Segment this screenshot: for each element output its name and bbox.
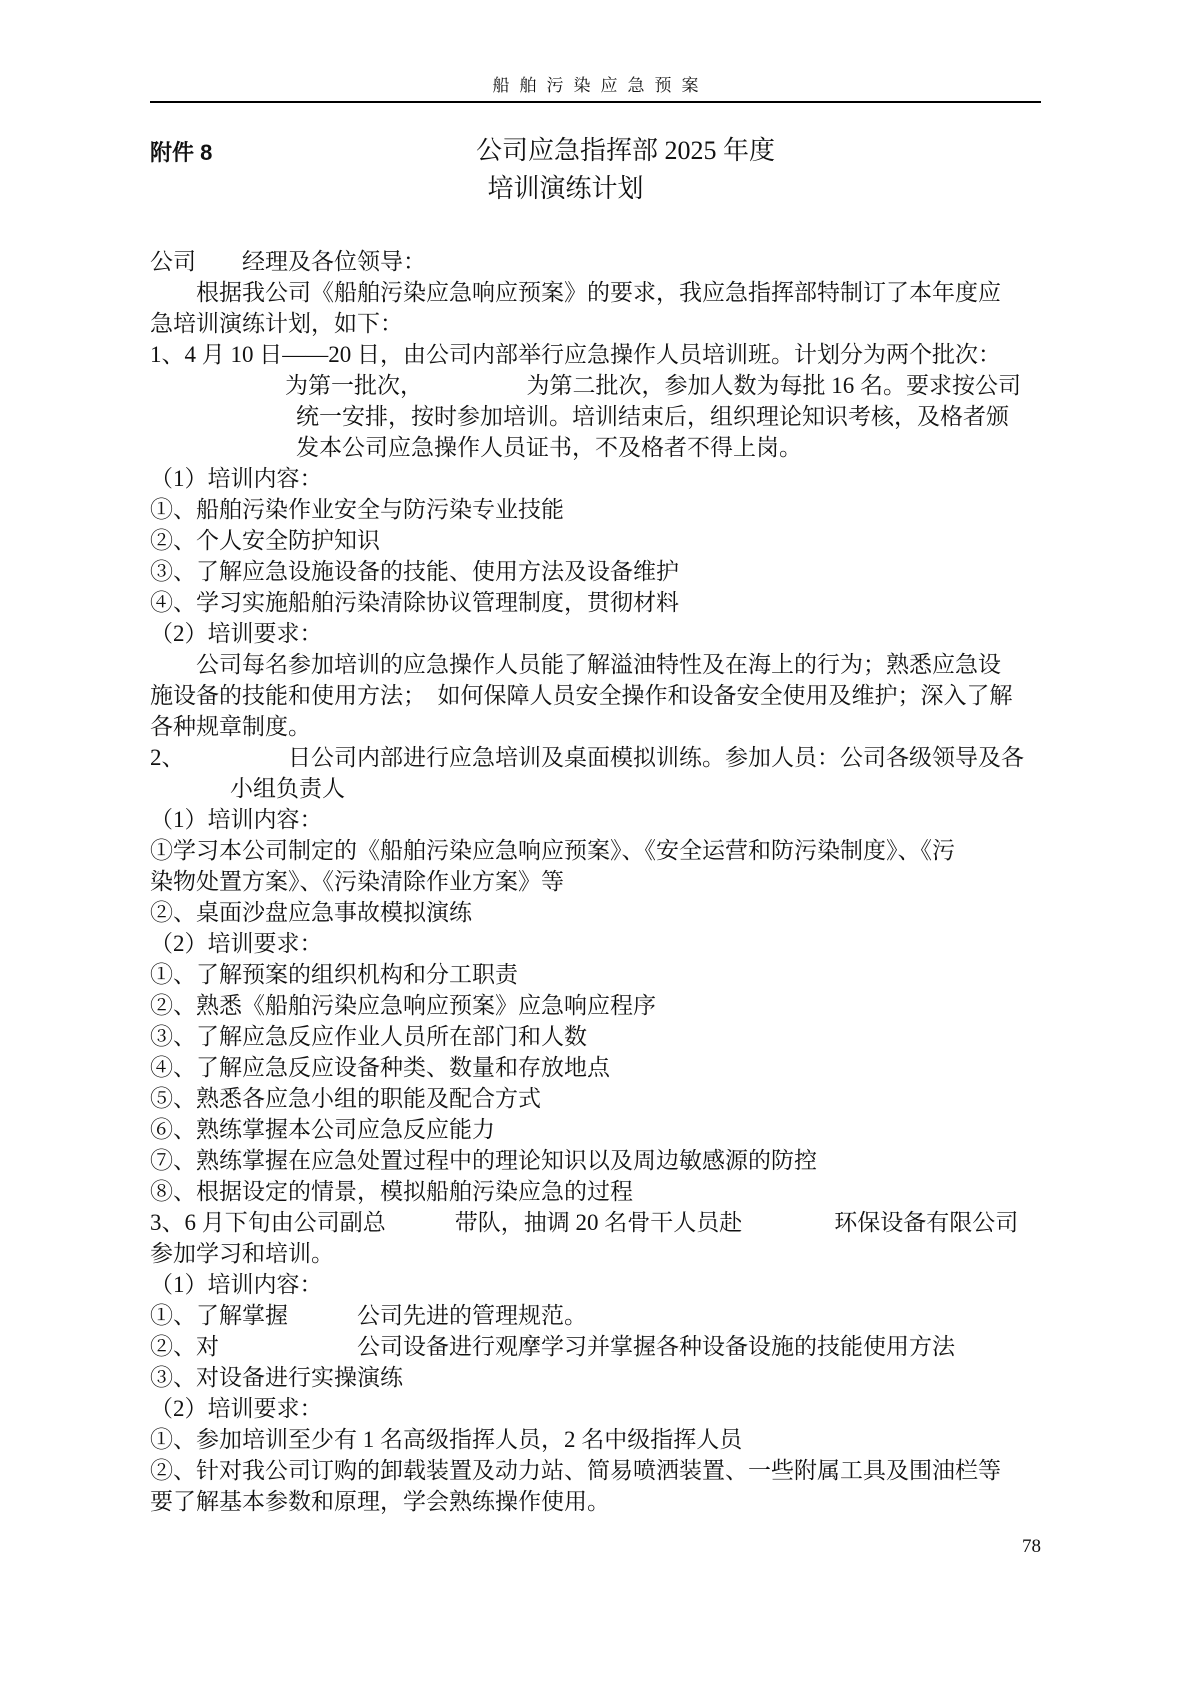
text-line: 2、 日公司内部进行应急培训及桌面模拟训练。参加人员：公司各级领导及各 bbox=[150, 745, 1024, 770]
text-line: ④、了解应急反应设备种类、数量和存放地点 bbox=[150, 1055, 610, 1080]
text-line: ③、了解应急设施设备的技能、使用方法及设备维护 bbox=[150, 559, 679, 584]
text-line: （1）培训内容： bbox=[150, 1272, 323, 1297]
text-line: ③、对设备进行实操演练 bbox=[150, 1365, 403, 1390]
text-line: 染物处置方案》、《污染清除作业方案》等 bbox=[150, 869, 564, 894]
text-line: ②、对 公司设备进行观摩学习并掌握各种设备设施的技能使用方法 bbox=[150, 1334, 955, 1359]
text-line: 3、6 月下旬由公司副总 带队，抽调 20 名骨干人员赴 环保设备有限公司 bbox=[150, 1210, 1019, 1235]
text-line: 要了解基本参数和原理，学会熟练操作使用。 bbox=[150, 1489, 610, 1514]
text-line: 为第一批次， 为第二批次，参加人数为每批 16 名。要求按公司 bbox=[285, 373, 1021, 398]
text-line: ②、针对我公司订购的卸载装置及动力站、简易喷洒装置、一些附属工具及围油栏等 bbox=[150, 1458, 1001, 1483]
text-line: （1）培训内容： bbox=[150, 466, 323, 491]
text-line: ①、了解掌握 公司先进的管理规范。 bbox=[150, 1303, 587, 1328]
text-line: （2）培训要求： bbox=[150, 621, 323, 646]
page-header-title: 船舶污染应急预案 bbox=[492, 76, 709, 95]
text-line: 各种规章制度。 bbox=[150, 714, 311, 739]
text-line: 小组负责人 bbox=[230, 776, 345, 801]
text-line: ①、参加培训至少有 1 名高级指挥人员，2 名中级指挥人员 bbox=[150, 1427, 743, 1452]
text-line: 公司每名参加培训的应急操作人员能了解溢油特性及在海上的行为；熟悉应急设 bbox=[150, 652, 1001, 677]
text-line: ②、熟悉《船舶污染应急响应预案》应急响应程序 bbox=[150, 993, 656, 1018]
text-line: ③、了解应急反应作业人员所在部门和人数 bbox=[150, 1024, 587, 1049]
text-line: ⑥、熟练掌握本公司应急反应能力 bbox=[150, 1117, 495, 1142]
text-line: 急培训演练计划，如下： bbox=[150, 311, 403, 336]
text-line: ②、桌面沙盘应急事故模拟演练 bbox=[150, 900, 472, 925]
text-line: 1、4 月 10 日——20 日，由公司内部举行应急操作人员培训班。计划分为两个批次： bbox=[150, 342, 1001, 367]
text-line: ⑤、熟悉各应急小组的职能及配合方式 bbox=[150, 1086, 541, 1111]
header-divider bbox=[150, 101, 1041, 103]
text-line: ①、船舶污染作业安全与防污染专业技能 bbox=[150, 497, 564, 522]
text-line: 施设备的技能和使用方法； 如何保障人员安全操作和设备安全使用及维护；深入了解 bbox=[150, 683, 1013, 708]
text-line: 公司 经理及各位领导： bbox=[150, 249, 426, 274]
text-line: ①、了解预案的组织机构和分工职责 bbox=[150, 962, 518, 987]
text-line: 根据我公司《船舶污染应急响应预案》的要求，我应急指挥部特制订了本年度应 bbox=[150, 280, 1001, 305]
document-body bbox=[150, 246, 1055, 1517]
text-line: 参加学习和培训。 bbox=[150, 1241, 334, 1266]
page-number: 78 bbox=[1022, 1536, 1041, 1557]
attachment-label: 附件 8 bbox=[150, 140, 213, 165]
document-title-line-1: 公司应急指挥部 2025 年度 bbox=[475, 136, 775, 165]
text-line: 统一安排，按时参加培训。培训结束后，组织理论知识考核，及格者颁 bbox=[296, 404, 1009, 429]
document-title-line-2: 培训演练计划 bbox=[487, 174, 644, 203]
text-line: （2）培训要求： bbox=[150, 1396, 323, 1421]
text-line: 发本公司应急操作人员证书，不及格者不得上岗。 bbox=[296, 435, 802, 460]
text-line: ①学习本公司制定的《船舶污染应急响应预案》、《安全运营和防污染制度》、《污 bbox=[150, 838, 955, 863]
text-line: ⑦、熟练掌握在应急处置过程中的理论知识以及周边敏感源的防控 bbox=[150, 1148, 817, 1173]
text-line: （2）培训要求： bbox=[150, 931, 323, 956]
text-line: （1）培训内容： bbox=[150, 807, 323, 832]
text-line: ④、学习实施船舶污染清除协议管理制度，贯彻材料 bbox=[150, 590, 679, 615]
text-line: ②、个人安全防护知识 bbox=[150, 528, 380, 553]
text-line: ⑧、根据设定的情景，模拟船舶污染应急的过程 bbox=[150, 1179, 633, 1204]
